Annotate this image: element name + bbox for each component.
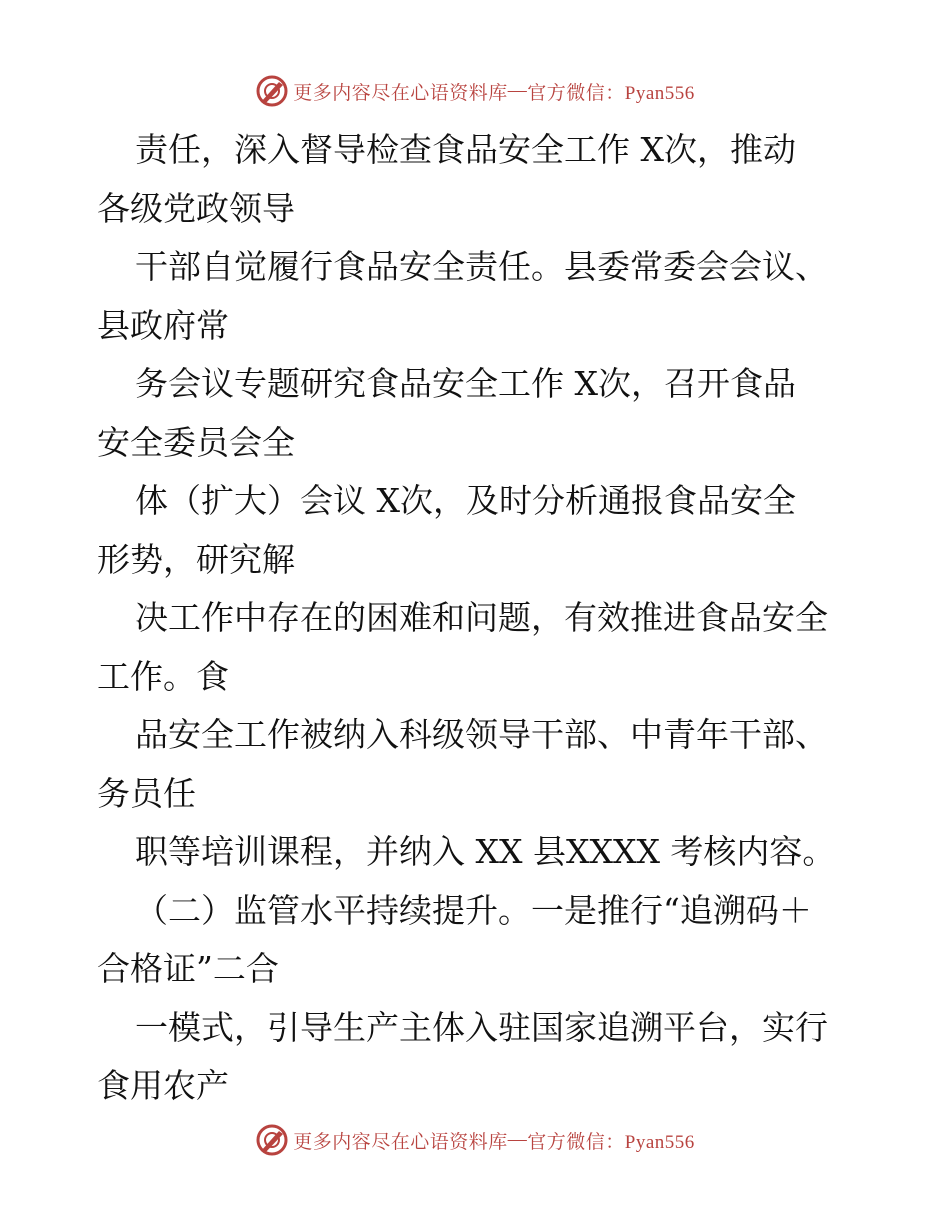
text-line: 县政府常 [97,305,229,345]
brand-logo-icon [255,1123,289,1157]
text-line: 务员任 [97,773,196,813]
text-line: 责任，深入督导检查食品安全工作 X次，推动 [135,130,796,169]
text-line: 决工作中存在的困难和问题，有效推进食品安全 [135,598,828,637]
text-line: 形势，研究解 [97,539,295,579]
text-line: 一模式，引导生产主体入驻国家追溯平台，实行 [135,1007,828,1047]
text-line: 各级党政领导 [97,188,295,228]
text-line: 干部自觉履行食品安全责任。县委常委会会议、 [135,247,828,286]
banner-text: 更多内容尽在心语资料库 [293,1131,508,1153]
text-line: 品安全工作被纳入科级领导干部、中青年干部、 [135,715,828,754]
text-line: 务会议专题研究食品安全工作 X次，召开食品 [135,364,796,403]
text-line: （二）监管水平持续提升。一是推行“追溯码＋ [135,890,812,930]
text-line: 体（扩大）会议 X次，及时分析通报食品安全 [135,481,796,520]
banner-wechat: 官方微信：Pyan556 [527,82,695,104]
text-line: 合格证”二合 [97,949,279,988]
banner-dash: — [507,80,528,101]
document-body [97,121,857,1116]
header-banner [0,71,950,111]
footer-banner [0,1120,950,1160]
brand-logo-icon [255,74,289,108]
banner-text: 更多内容尽在心语资料库 [293,82,508,104]
text-line: 食用农产 [97,1066,229,1105]
text-line: 工作。食 [97,656,229,696]
text-line: 安全委员会全 [97,422,295,462]
banner-wechat: 官方微信：Pyan556 [527,1131,695,1153]
text-line: 职等培训课程，并纳入 XX 县XXXX 考核内容。 [135,832,836,871]
banner-dash: — [507,1129,528,1150]
